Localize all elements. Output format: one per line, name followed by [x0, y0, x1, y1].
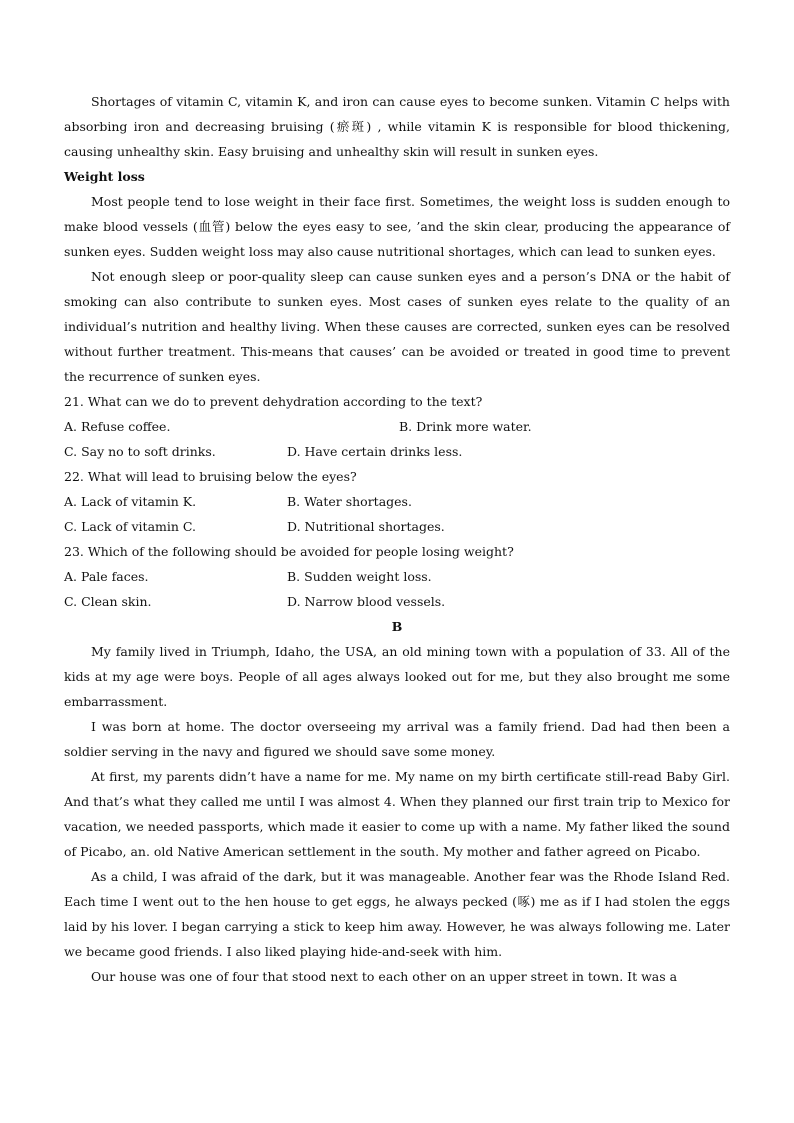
options-row [64, 514, 730, 539]
section-letter: B [391, 619, 403, 634]
options-row [64, 439, 730, 464]
option-c: C. Say no to soft drinks. [64, 444, 216, 459]
option-c: C. Clean skin. [64, 594, 152, 609]
question-stem: 23. Which of the following should be avoided for people losing weight? [64, 544, 514, 559]
option-a: A. Pale faces. [64, 569, 149, 584]
option-d: D. Narrow blood vessels. [287, 594, 446, 609]
option-d: D. Nutritional shortages. [287, 519, 445, 534]
options-row [64, 414, 730, 439]
passage-b-paragraph: I was born at home. The doctor overseeing my arrival was a family friend. Dad had then been a soldier serving in the navy and figured we should save some money. [64, 719, 730, 759]
document-page [64, 89, 730, 989]
passage-a-paragraph: Shortages of vitamin C, vitamin K, and iron can cause eyes to become sunken. Vitamin C helps with absorbing iron and decreasing bruising (瘀斑) , while vitamin K is responsible for blood thickening, causing unhealthy skin. Easy bruising and unhealthy skin will result in sunken eyes. [64, 94, 730, 159]
section-heading: Weight loss [64, 169, 145, 184]
options-row [64, 489, 730, 514]
passage-b-paragraph: At first, my parents didn’t have a name for me. My name on my birth certificate still-read Baby Girl. And that’s what they called me until I was almost 4. When they planned our first train trip to Mexico for vacation, we needed passports, which made it easier to come up with a name. My father liked the sound of Picabo, an. old Native American settlement in the south. My mother and father agreed on Picabo. [64, 769, 730, 859]
option-b: B. Sudden weight loss. [287, 569, 432, 584]
options-row [64, 564, 730, 589]
options-row [64, 589, 730, 614]
question-stem: 21. What can we do to prevent dehydration according to the text? [64, 394, 483, 409]
passage-b-paragraph: My family lived in Triumph, Idaho, the USA, an old mining town with a population of 33. All of the kids at my age were boys. People of all ages always looked out for me, but they also brought me some embarrassment. [64, 644, 730, 709]
option-d: D. Have certain drinks less. [287, 444, 463, 459]
option-a: A. Refuse coffee. [64, 419, 171, 434]
option-b: B. Water shortages. [287, 494, 412, 509]
option-c: C. Lack of vitamin C. [64, 519, 196, 534]
question-stem: 22. What will lead to bruising below the eyes? [64, 469, 357, 484]
passage-a-paragraph: Not enough sleep or poor-quality sleep can cause sunken eyes and a person’s DNA or the habit of smoking can also contribute to sunken eyes. Most cases of sunken eyes relate to the quality of an individual’s nutrition and healthy living. When these causes are corrected, sunken eyes can be resolved without further treatment. This-means that causes’ can be avoided or treated in good time to prevent the recurrence of sunken eyes. [64, 269, 730, 384]
passage-a-paragraph: Most people tend to lose weight in their face first. Sometimes, the weight loss is sudden enough to make blood vessels (血管) below the eyes easy to see, ’and the skin clear, producing the appearance of sunken eyes. Sudden weight loss may also cause nutritional shortages, which can lead to sunken eyes. [64, 194, 730, 259]
option-a: A. Lack of vitamin K. [64, 494, 197, 509]
passage-b-paragraph: As a child, I was afraid of the dark, but it was manageable. Another fear was the Rhode Island Red. Each time I went out to the hen house to get eggs, he always pecked (啄) me as if I had stolen the eggs laid by his lover. I began carrying a stick to keep him away. However, he was always following me. Later we became good friends. I also liked playing hide-and-seek with him. [64, 869, 730, 959]
option-b: B. Drink more water. [399, 419, 532, 434]
passage-b-paragraph: Our house was one of four that stood next to each other on an upper street in town. It was a [91, 969, 678, 984]
